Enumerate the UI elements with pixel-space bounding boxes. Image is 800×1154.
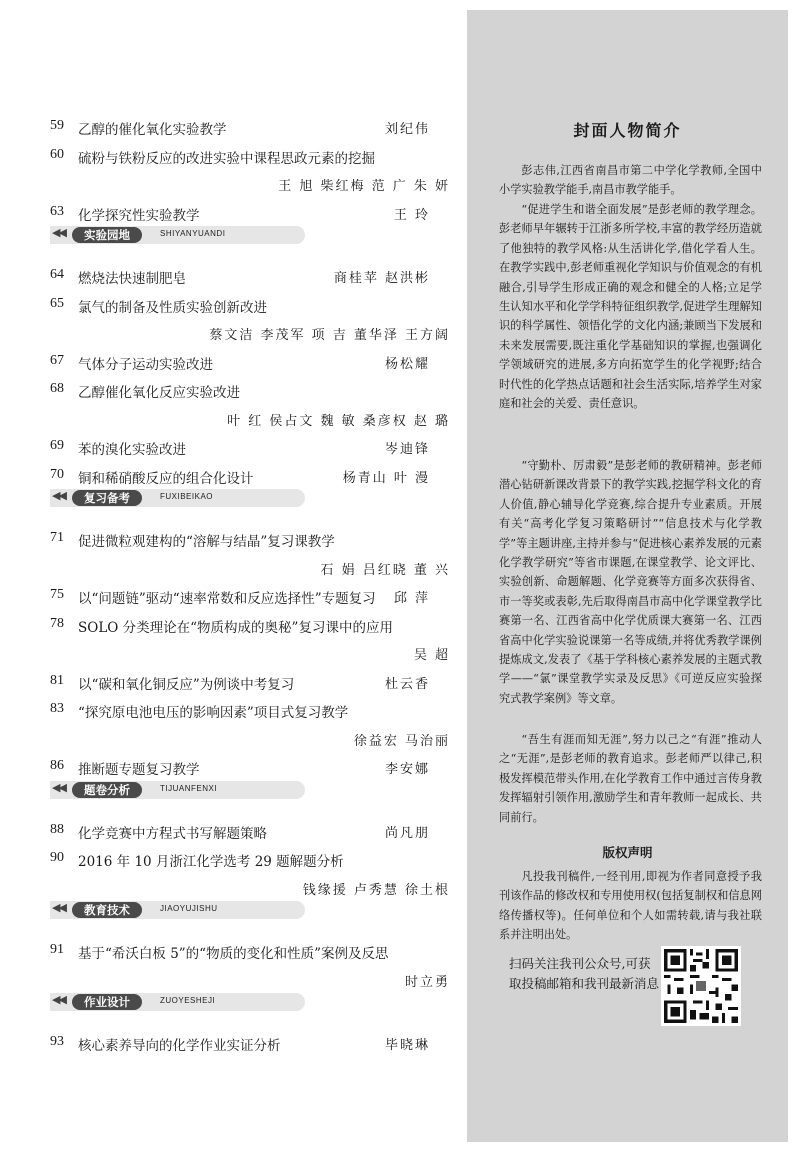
- article-authors: 蔡文洁 李茂军 项 吉 董华泽 王方阔: [209, 328, 450, 343]
- page-number: 71: [50, 530, 64, 545]
- section-header: [50, 489, 305, 507]
- article-authors: 钱缘援 卢秀慧 徐土根: [302, 882, 450, 898]
- page-number: 75: [50, 587, 64, 602]
- article-title: 苯的溴化实验改进: [78, 442, 186, 458]
- page-number: 86: [50, 758, 64, 773]
- article-title: 推断题专题复习教学: [78, 762, 200, 778]
- article-author: 刘纪伟: [384, 122, 430, 137]
- section-label: 复习备考: [72, 490, 142, 506]
- qr-code-icon[interactable]: [661, 946, 741, 1026]
- article-author: 毕晓琳: [384, 1038, 430, 1053]
- chevron-double-left-icon: ◀◀: [52, 993, 65, 1006]
- page-number: 93: [50, 1034, 64, 1049]
- page-number: 68: [50, 381, 64, 396]
- article-author: 商桂苹 赵洪彬: [333, 271, 430, 286]
- article-title: 乙醇催化氧化反应实验改进: [78, 385, 240, 401]
- chevron-double-left-icon: ◀◀: [52, 489, 65, 502]
- page-number: 65: [50, 295, 64, 311]
- article-author: 尚凡朋: [384, 825, 430, 841]
- article-title: 化学探究性实验教学: [78, 207, 200, 224]
- article-title: 化学竞赛中方程式书写解题策略: [78, 825, 267, 842]
- section-label: 实验园地: [72, 227, 142, 243]
- section-label: 题卷分析: [72, 782, 142, 798]
- chevron-double-left-icon: ◀◀: [52, 901, 65, 914]
- page-number: 83: [50, 701, 64, 716]
- section-label: 教育技术: [72, 902, 142, 918]
- article-authors: 吴 超: [413, 648, 450, 663]
- article-title: 氯气的制备及性质实验创新改进: [78, 299, 267, 316]
- bio-paragraph-4: “吾生有涯而知无涯”,努力以己之“有涯”推动人之“无涯”,是彭老师的教育追求。彭老师严以律己,积极发挥模范带头作用,在化学教育工作中通过言传身教发挥辐射引领作用,激励学生和青年教师一起成长、共同前行。: [499, 733, 762, 824]
- bio-paragraph-2: “促进学生和谐全面发展”是彭老师的教学理念。彭老师早年辗转于江浙多所学校,丰富的教学经历造就了他独特的教学风格:从生活讲化学,借化学看人生。在教学实践中,彭老师重视化学知识与价值观念的有机融合,引导学生形成正确的观念和健全的人格;立足学生认知水平和化学学科特征组织教学,促进学生理解知识的科学属性、领悟化学的文化内涵;兼顾当下发展和未来发展需要,既注重化学基础知识的掌握,也强调化学领域研究的进展,多方向拓宽学生的化学视野;结合时代性的化学热点话题和社会生活实际,培养学生对家庭和社会的关爱、责任意识。: [499, 203, 762, 411]
- page-number: 91: [50, 942, 64, 957]
- page-number: 60: [50, 146, 64, 162]
- qr-caption: 扫码关注我刊公众号,可获取投稿邮箱和我刊最新消息: [509, 956, 660, 991]
- article-author: 王 玲: [393, 207, 430, 223]
- article-authors: 王 旭 柴红梅 范 广 朱 妍: [278, 179, 450, 194]
- section-pinyin: JIAOYUJISHU: [160, 904, 218, 913]
- article-author: 杨松耀: [384, 356, 430, 372]
- page-number: 64: [50, 267, 64, 282]
- article-title: 乙醇的催化氧化实验教学: [78, 122, 227, 138]
- article-author: 李安娜: [384, 762, 430, 777]
- section-pinyin: FUXIBEIKAO: [160, 492, 214, 501]
- article-title: 以“问题链”驱动“速率常数和反应选择性”专题复习: [78, 591, 376, 607]
- article-title: “探究原电池电压的影响因素”项目式复习教学: [78, 705, 349, 721]
- article-authors: 时立勇: [404, 974, 450, 990]
- sidebar-title: 封面人物简介: [573, 121, 682, 140]
- article-authors: 叶 红 侯占文 魏 敏 桑彦权 赵 璐: [227, 413, 450, 429]
- section-pinyin: TIJUANFENXI: [160, 783, 218, 793]
- section-header: [50, 226, 305, 244]
- article-title: SOLO 分类理论在“物质构成的奥秘”复习课中的应用: [78, 619, 393, 636]
- page-number: 70: [50, 466, 64, 482]
- article-title: 核心素养导向的化学作业实证分析: [78, 1038, 281, 1054]
- article-title: 基于“希沃白板 5”的“物质的变化和性质”案例及反思: [78, 946, 389, 962]
- section-pinyin: SHIYANYUANDI: [160, 229, 226, 238]
- page-number: 81: [50, 672, 64, 688]
- page-number: 69: [50, 438, 64, 453]
- page-number: 78: [50, 615, 64, 631]
- bio-paragraph-3: “守勤朴、厉肃毅”是彭老师的教研精神。彭老师潜心钻研新课改背景下的教学实践,挖掘学科文化的育人价值,静心辅导化学竞赛,综合提升专业素质。开展有关“高考化学复习策略研讨”“信息技术与化学教学”等主题讲座,主持并参与“促进核心素养发展的元素化学教学研究”等省市课题,在课堂教学、论文评比、实验创新、命题解题、化学竞赛等方面多次获得省、市一等奖或表彰,先后取得南昌市高中化学课堂教学比赛第一名、江西省高中化学优质课大赛第一名、江西省高中化学实验说课第一名等成绩,并将优秀教学课例提炼成文,发表了《基于学科核心素养发展的主题式教学——“氯”课堂教学实录及反思》《可逆反应实验探究式教学案例》等文章。: [499, 459, 762, 705]
- page-number: 67: [50, 352, 64, 368]
- article-title: 促进微粒观建构的“溶解与结晶”复习课教学: [78, 534, 335, 550]
- page-number: 88: [50, 821, 64, 837]
- article-author: 杜云香: [384, 676, 430, 692]
- section-header: [50, 781, 305, 799]
- copyright-title: 版权声明: [602, 845, 653, 860]
- article-authors: 徐益宏 马治丽: [353, 733, 450, 749]
- article-author: 岑迪锋: [384, 442, 430, 457]
- article-author: 杨青山 叶 漫: [342, 470, 430, 486]
- section-header: [50, 993, 305, 1011]
- article-title: 铜和稀硝酸反应的组合化设计: [78, 470, 254, 487]
- article-title: 燃烧法快速制肥皂: [78, 271, 186, 287]
- chevron-double-left-icon: ◀◀: [52, 226, 65, 239]
- article-authors: 石 娟 吕红晓 董 兴: [320, 562, 450, 578]
- article-title: 气体分子运动实验改进: [78, 356, 213, 373]
- page-number: 90: [50, 850, 64, 865]
- article-author: 邱 萍: [393, 591, 430, 606]
- bio-paragraph-1: 彭志伟,江西省南昌市第二中学化学教师,全国中小学实验教学能手,南昌市教学能手。: [499, 164, 762, 197]
- page-number: 63: [50, 203, 64, 219]
- section-pinyin: ZUOYESHEJI: [160, 996, 216, 1005]
- chevron-double-left-icon: ◀◀: [52, 780, 65, 794]
- page-number: 59: [50, 118, 64, 133]
- article-title: 硫粉与铁粉反应的改进实验中课程思政元素的挖掘: [78, 150, 375, 167]
- article-title: 2016 年 10 月浙江化学选考 29 题解题分析: [78, 854, 344, 870]
- article-title: 以“碳和氧化铜反应”为例谈中考复习: [78, 676, 295, 693]
- cover-person-sidebar: [467, 10, 788, 1142]
- section-label: 作业设计: [72, 994, 142, 1010]
- copyright-text: 凡投我刊稿件,一经刊用,即视为作者同意授予我刊该作品的修改权和专用使用权(包括复制权和信息网络传播权等)。任何单位和个人如需转载,请与我社联系并注明出处。: [499, 870, 762, 942]
- section-header: [50, 901, 305, 919]
